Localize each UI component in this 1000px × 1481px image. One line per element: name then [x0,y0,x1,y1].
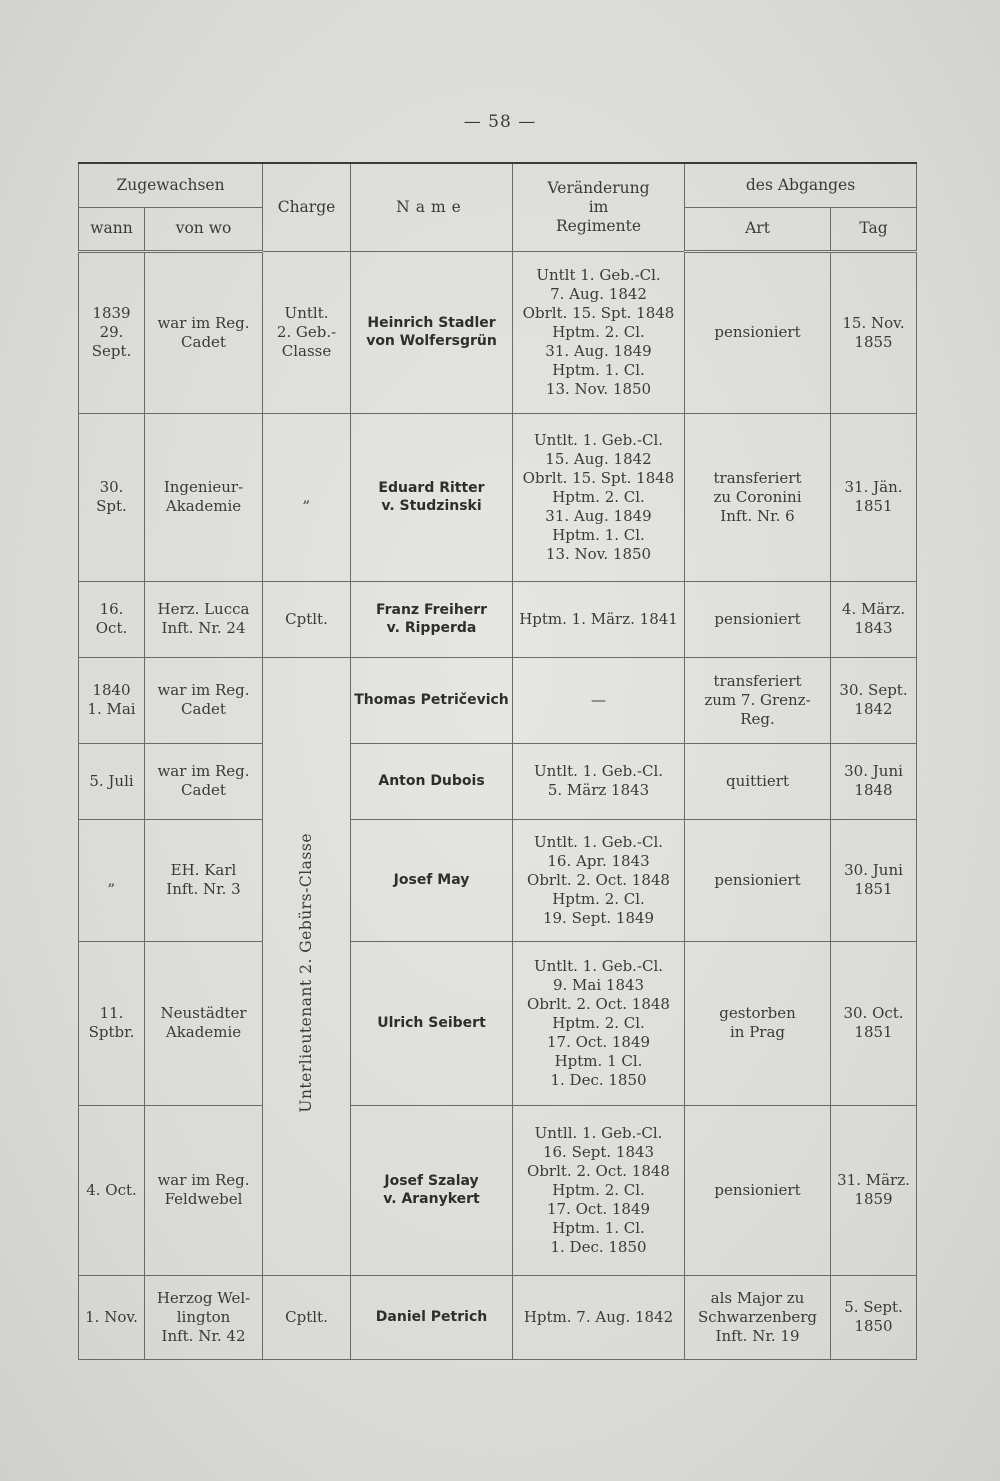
cell-tag: 4. März. 1843 [831,581,917,657]
header-row-top [79,163,917,207]
table-row [79,819,917,941]
cell-von-wo: Herz. Lucca Inft. Nr. 24 [145,581,263,657]
table-row [79,941,917,1105]
header-tag: Tag [831,207,917,251]
cell-wann: „ [79,819,145,941]
cell-charge: Untlt. 2. Geb.- Classe [263,251,351,413]
cell-name: Josef Szalay v. Aranykert [351,1105,513,1275]
cell-wann: 1. Nov. [79,1275,145,1359]
cell-veraenderung: Hptm. 7. Aug. 1842 [513,1275,685,1359]
table-row [79,657,917,743]
cell-art: pensioniert [685,1105,831,1275]
cell-wann: 16. Oct. [79,581,145,657]
cell-von-wo: Ingenieur- Akademie [145,413,263,581]
header-charge: Charge [263,163,351,251]
cell-art: pensioniert [685,819,831,941]
table-row [79,1105,917,1275]
cell-veraenderung: Untlt. 1. Geb.-Cl. 9. Mai 1843 Obrlt. 2. Oct. 1848 Hptm. 2. Cl. 17. Oct. 1849 Hptm. 1 Cl. 1. Dec. 1850 [513,941,685,1105]
cell-name: Anton Dubois [351,743,513,819]
header-zugewachsen: Zugewachsen [79,163,263,207]
table-row [79,1275,917,1359]
cell-name: Josef May [351,819,513,941]
header-art: Art [685,207,831,251]
cell-tag: 31. Jän. 1851 [831,413,917,581]
cell-name: Franz Freiherr v. Ripperda [351,581,513,657]
cell-tag: 31. März. 1859 [831,1105,917,1275]
cell-veraenderung: Untll. 1. Geb.-Cl. 16. Sept. 1843 Obrlt. 2. Oct. 1848 Hptm. 2. Cl. 17. Oct. 1849 Hptm. 1. Cl. 1. Dec. 1850 [513,1105,685,1275]
cell-veraenderung: Untlt 1. Geb.-Cl. 7. Aug. 1842 Obrlt. 15. Spt. 1848 Hptm. 2. Cl. 31. Aug. 1849 Hptm. 1. Cl. 13. Nov. 1850 [513,251,685,413]
cell-veraenderung: Untlt. 1. Geb.-Cl. 16. Apr. 1843 Obrlt. 2. Oct. 1848 Hptm. 2. Cl. 19. Sept. 1849 [513,819,685,941]
table-row [79,251,917,413]
cell-art: pensioniert [685,251,831,413]
officer-ledger-table [78,162,917,1360]
cell-charge: „ [263,413,351,581]
header-wann: wann [79,207,145,251]
cell-tag: 30. Oct. 1851 [831,941,917,1105]
cell-name: Thomas Petričevich [351,657,513,743]
cell-von-wo: war im Reg. Cadet [145,657,263,743]
table-row [79,743,917,819]
cell-von-wo: EH. Karl Inft. Nr. 3 [145,819,263,941]
header-name: Name [351,163,513,251]
cell-von-wo: war im Reg. Cadet [145,743,263,819]
cell-charge: Cptlt. [263,581,351,657]
header-von-wo: von wo [145,207,263,251]
cell-tag: 15. Nov. 1855 [831,251,917,413]
cell-von-wo: Herzog Wel- lington Inft. Nr. 42 [145,1275,263,1359]
cell-tag: 30. Sept. 1842 [831,657,917,743]
cell-wann: 1839 29. Sept. [79,251,145,413]
cell-charge-merged [263,657,351,1275]
cell-von-wo: war im Reg. Cadet [145,251,263,413]
cell-wann: 11. Sptbr. [79,941,145,1105]
cell-veraenderung: Hptm. 1. März. 1841 [513,581,685,657]
cell-name: Heinrich Stadler von Wolfersgrün [351,251,513,413]
table-row [79,413,917,581]
cell-art: transferiert zum 7. Grenz- Reg. [685,657,831,743]
cell-charge: Cptlt. [263,1275,351,1359]
cell-art: quittiert [685,743,831,819]
cell-von-wo: war im Reg. Feldwebel [145,1105,263,1275]
cell-name: Eduard Ritter v. Studzinski [351,413,513,581]
page-number: — 58 — [463,112,537,132]
cell-art: gestorben in Prag [685,941,831,1105]
charge-vertical-label: Unterlieutenant 2. Gebürs-Classe [297,833,316,1113]
header-des-abganges: des Abganges [685,163,917,207]
header-veraenderung: Veränderung im Regimente [513,163,685,251]
cell-name: Daniel Petrich [351,1275,513,1359]
cell-tag: 30. Juni 1851 [831,819,917,941]
cell-tag: 5. Sept. 1850 [831,1275,917,1359]
cell-veraenderung: Untlt. 1. Geb.-Cl. 15. Aug. 1842 Obrlt. 15. Spt. 1848 Hptm. 2. Cl. 31. Aug. 1849 Hptm. 1. Cl. 13. Nov. 1850 [513,413,685,581]
cell-veraenderung: Untlt. 1. Geb.-Cl. 5. März 1843 [513,743,685,819]
cell-name: Ulrich Seibert [351,941,513,1105]
cell-von-wo: Neustädter Akademie [145,941,263,1105]
cell-wann: 5. Juli [79,743,145,819]
cell-art: als Major zu Schwarzenberg Inft. Nr. 19 [685,1275,831,1359]
cell-art: pensioniert [685,581,831,657]
cell-wann: 4. Oct. [79,1105,145,1275]
cell-wann: 30. Spt. [79,413,145,581]
cell-tag: 30. Juni 1848 [831,743,917,819]
cell-wann: 1840 1. Mai [79,657,145,743]
cell-art: transferiert zu Coronini Inft. Nr. 6 [685,413,831,581]
table-row [79,581,917,657]
cell-veraenderung: — [513,657,685,743]
